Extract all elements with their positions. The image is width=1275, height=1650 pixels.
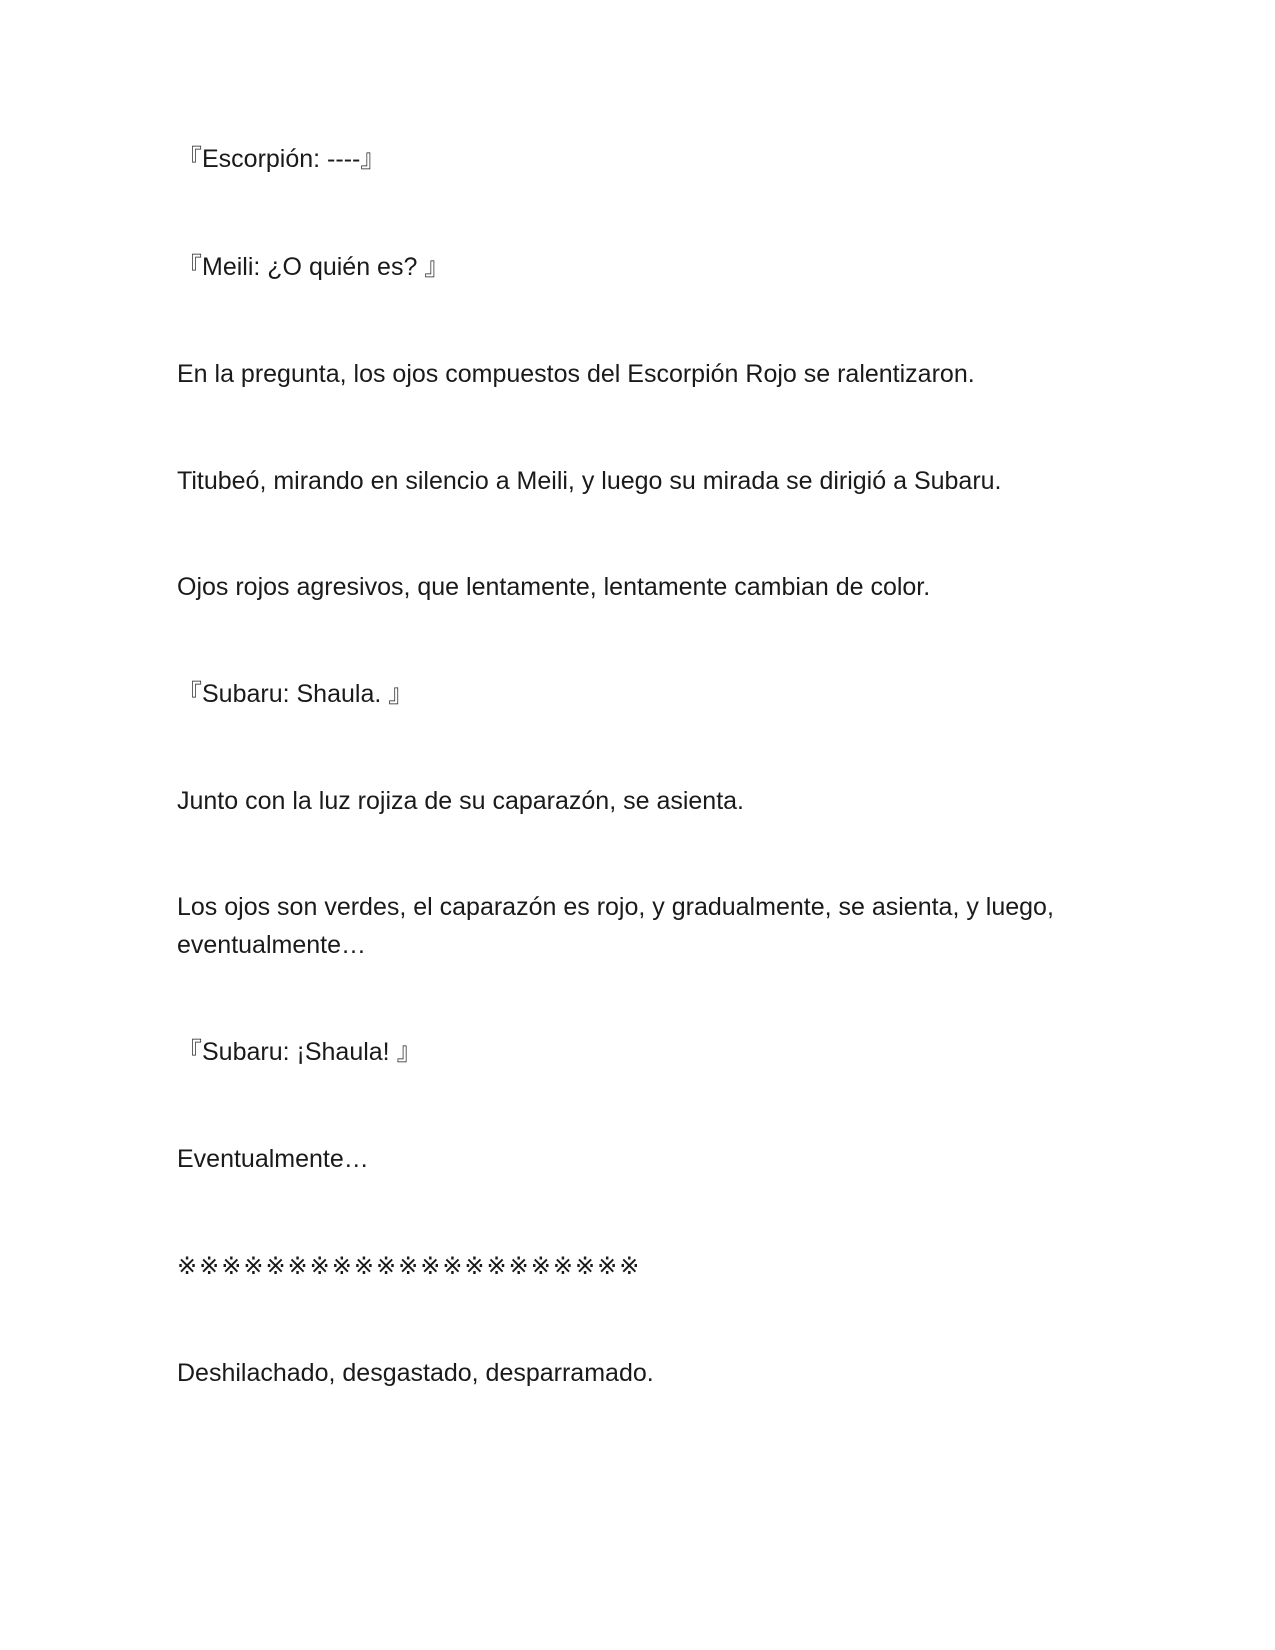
narration-paragraph: Deshilachado, desgastado, desparramado. <box>177 1359 654 1387</box>
dialogue-line: 『Subaru: ¡Shaula! 』 <box>177 1038 422 1066</box>
narration-paragraph: Ojos rojos agresivos, que lentamente, lentamente cambian de color. <box>177 573 931 601</box>
narration-paragraph: En la pregunta, los ojos compuestos del Escorpión Rojo se ralentizaron. <box>177 360 975 388</box>
narration-paragraph: Los ojos son verdes, el caparazón es rojo, y gradualmente, se asienta, y luego, eventualmente… <box>177 893 1061 959</box>
scene-separator: ※※※※※※※※※※※※※※※※※※※※※ <box>177 1252 642 1280</box>
dialogue-line: 『Escorpión: ----』 <box>177 145 386 173</box>
narration-paragraph: Eventualmente… <box>177 1145 369 1173</box>
narration-paragraph: Junto con la luz rojiza de su caparazón, se asienta. <box>177 787 745 815</box>
dialogue-line: 『Meili: ¿O quién es? 』 <box>177 253 450 281</box>
dialogue-line: 『Subaru: Shaula. 』 <box>177 680 414 708</box>
narration-paragraph: Titubeó, mirando en silencio a Meili, y luego su mirada se dirigió a Subaru. <box>177 467 1002 495</box>
